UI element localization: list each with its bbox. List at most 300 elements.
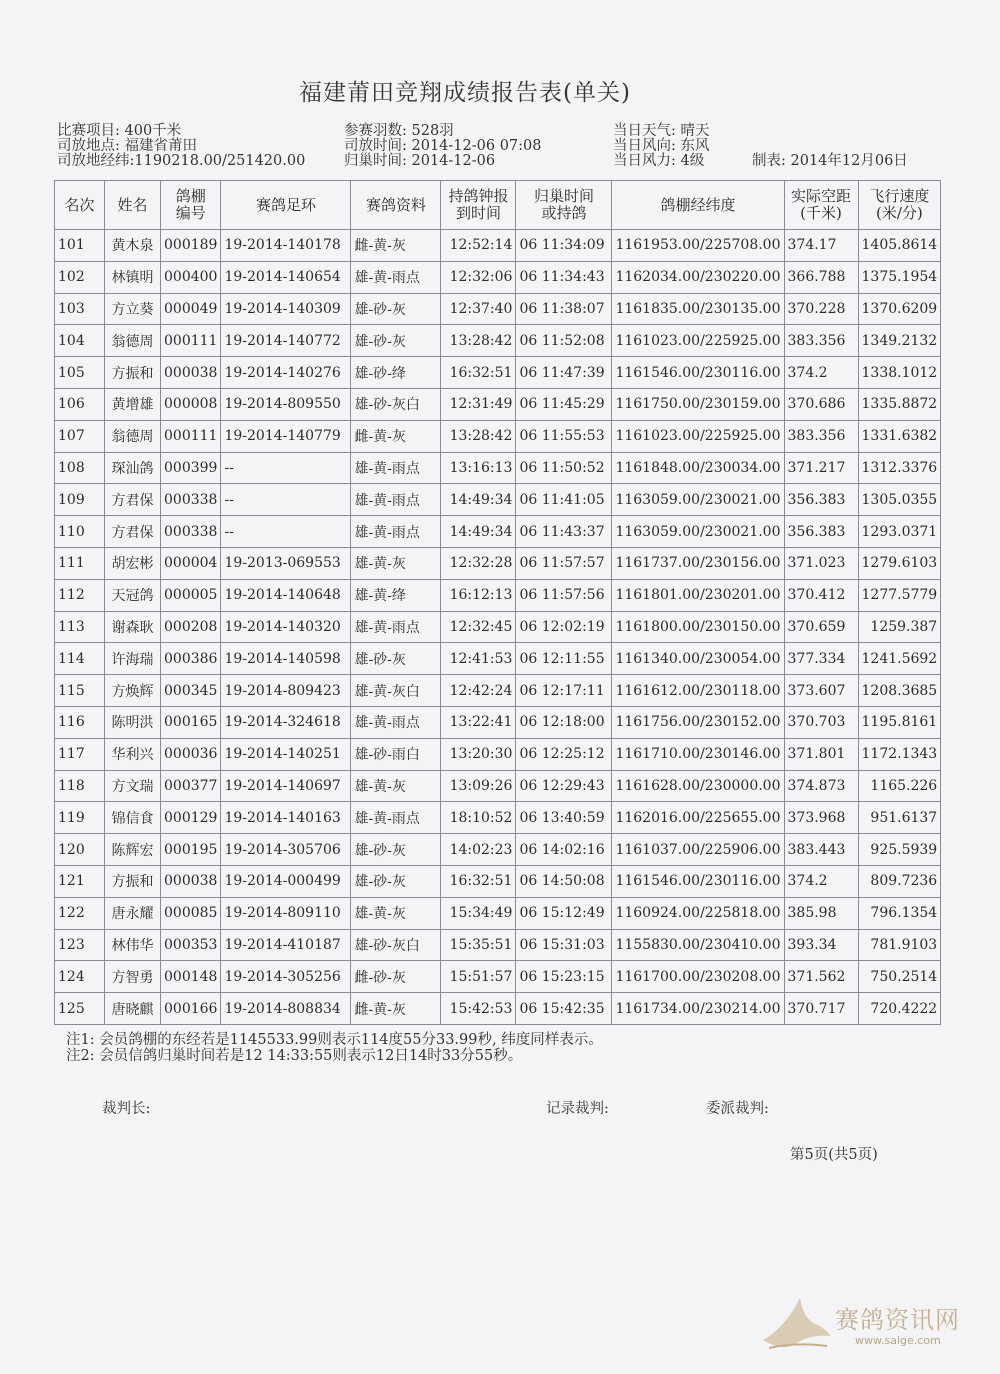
cell-rank: 108 (55, 452, 105, 484)
cell-bird: 雄-黄-绛 (351, 579, 441, 611)
cell-dist: 356.383 (784, 484, 858, 516)
cell-dist: 374.873 (784, 770, 858, 802)
cell-clock: 13:09:26 (441, 770, 516, 802)
cell-arrival: 06 11:34:09 (516, 230, 612, 262)
cell-coord: 1161700.00/230208.00 (612, 961, 784, 993)
cell-bird: 雄-砂-绛 (351, 357, 441, 389)
cell-name: 华利兴 (105, 738, 161, 770)
cell-coord: 1161340.00/230054.00 (612, 643, 784, 675)
cell-speed: 1331.6382 (858, 420, 941, 452)
cell-speed: 1279.6103 (858, 547, 941, 579)
cell-arrival: 06 11:52:08 (516, 325, 612, 357)
cell-speed: 1335.8872 (858, 388, 941, 420)
cell-clock: 13:22:41 (441, 706, 516, 738)
cell-speed: 1277.5779 (858, 579, 941, 611)
cell-speed: 1370.6209 (858, 293, 941, 325)
release-place-label: 司放地点: 福建省莆田 (57, 138, 197, 154)
cell-speed: 951.6137 (858, 802, 941, 834)
table-row (55, 420, 941, 452)
cell-ring: 19-2014-140251 (221, 738, 351, 770)
cell-clock: 14:49:34 (441, 516, 516, 548)
cell-name: 许海瑞 (105, 643, 161, 675)
cell-name: 方君保 (105, 484, 161, 516)
cell-arrival: 06 11:57:57 (516, 547, 612, 579)
cell-name: 谢森耿 (105, 611, 161, 643)
page-number: 第5页(共5页) (790, 1147, 878, 1163)
cell-name: 方立葵 (105, 293, 161, 325)
cell-rank: 121 (55, 865, 105, 897)
header-clock (441, 181, 516, 230)
cell-clock: 16:32:51 (441, 865, 516, 897)
cell-dist: 373.607 (784, 675, 858, 707)
table-row (55, 865, 941, 897)
cell-clock: 12:41:53 (441, 643, 516, 675)
cell-name: 方焕辉 (105, 675, 161, 707)
entries-label: 参赛羽数: 528羽 (344, 123, 454, 139)
cell-coord: 1160924.00/225818.00 (612, 897, 784, 929)
release-coord-label: 司放地经纬:1190218.00/251420.00 (57, 153, 306, 169)
cell-arrival: 06 11:41:05 (516, 484, 612, 516)
cell-arrival: 06 11:55:53 (516, 420, 612, 452)
cell-loft: 000345 (161, 675, 221, 707)
header-name: 姓名 (105, 181, 161, 230)
table-row (55, 993, 941, 1025)
cell-speed: 1241.5692 (858, 643, 941, 675)
cell-loft: 000399 (161, 452, 221, 484)
cell-speed: 720.4222 (858, 993, 941, 1025)
cell-ring: -- (221, 452, 351, 484)
cell-name: 琛汕鸽 (105, 452, 161, 484)
cell-bird: 雄-黄-雨点 (351, 802, 441, 834)
cell-loft: 000038 (161, 865, 221, 897)
cell-name: 方振和 (105, 357, 161, 389)
wind-force-label: 当日风力: 4级 (613, 153, 705, 169)
cell-arrival: 06 15:31:03 (516, 929, 612, 961)
table-row (55, 706, 941, 738)
table-row (55, 770, 941, 802)
cell-loft: 000165 (161, 706, 221, 738)
cell-loft: 000111 (161, 420, 221, 452)
cell-arrival: 06 14:50:08 (516, 865, 612, 897)
cell-clock: 15:51:57 (441, 961, 516, 993)
cell-speed: 1293.0371 (858, 516, 941, 548)
cell-dist: 374.2 (784, 357, 858, 389)
cell-bird: 雄-黄-雨点 (351, 516, 441, 548)
header-dist (784, 181, 858, 230)
cell-rank: 113 (55, 611, 105, 643)
cell-dist: 374.2 (784, 865, 858, 897)
chief-judge-label: 裁判长: (102, 1101, 151, 1117)
table-header-row (55, 181, 941, 230)
return-time-label: 归巢时间: 2014-12-06 (344, 153, 496, 169)
cell-loft: 000353 (161, 929, 221, 961)
cell-bird: 雄-砂-雨白 (351, 738, 441, 770)
cell-rank: 120 (55, 834, 105, 866)
table-row (55, 388, 941, 420)
cell-dist: 370.659 (784, 611, 858, 643)
cell-name: 唐永耀 (105, 897, 161, 929)
cell-dist: 371.562 (784, 961, 858, 993)
cell-name: 锦信食 (105, 802, 161, 834)
cell-ring: 19-2014-808834 (221, 993, 351, 1025)
cell-rank: 112 (55, 579, 105, 611)
footnote-1: 注1: 会员鸽棚的东经若是1145533.99则表示114度55分33.99秒, 纬度同样表示。 (66, 1032, 603, 1048)
cell-ring: 19-2014-140648 (221, 579, 351, 611)
cell-ring: 19-2014-000499 (221, 865, 351, 897)
cell-name: 黄增雄 (105, 388, 161, 420)
wind-direction-label: 当日风向: 东风 (613, 138, 710, 154)
cell-loft: 000036 (161, 738, 221, 770)
cell-clock: 12:32:06 (441, 261, 516, 293)
cell-ring: 19-2014-324618 (221, 706, 351, 738)
cell-dist: 383.356 (784, 420, 858, 452)
cell-rank: 111 (55, 547, 105, 579)
cell-dist: 370.703 (784, 706, 858, 738)
cell-rank: 115 (55, 675, 105, 707)
cell-coord: 1161710.00/230146.00 (612, 738, 784, 770)
cell-clock: 12:52:14 (441, 230, 516, 262)
cell-speed: 1305.0355 (858, 484, 941, 516)
cell-ring: 19-2014-140320 (221, 611, 351, 643)
cell-speed: 1338.1012 (858, 357, 941, 389)
cell-speed: 1259.387 (858, 611, 941, 643)
cell-arrival: 06 11:50:52 (516, 452, 612, 484)
cell-coord: 1163059.00/230021.00 (612, 516, 784, 548)
table-row (55, 738, 941, 770)
cell-arrival: 06 12:18:00 (516, 706, 612, 738)
cell-arrival: 06 12:02:19 (516, 611, 612, 643)
header-coord: 鸽棚经纬度 (612, 181, 784, 230)
header-speed (858, 181, 941, 230)
cell-clock: 12:37:40 (441, 293, 516, 325)
table-row (55, 834, 941, 866)
cell-bird: 雄-黄-雨点 (351, 484, 441, 516)
cell-dist: 371.217 (784, 452, 858, 484)
cell-loft: 000208 (161, 611, 221, 643)
cell-dist: 383.443 (784, 834, 858, 866)
cell-ring: 19-2014-140178 (221, 230, 351, 262)
cell-clock: 13:16:13 (441, 452, 516, 484)
cell-rank: 119 (55, 802, 105, 834)
cell-clock: 12:32:28 (441, 547, 516, 579)
cell-coord: 1161848.00/230034.00 (612, 452, 784, 484)
cell-name: 林镇明 (105, 261, 161, 293)
table-row (55, 261, 941, 293)
cell-rank: 124 (55, 961, 105, 993)
cell-bird: 雄-砂-灰 (351, 865, 441, 897)
cell-rank: 125 (55, 993, 105, 1025)
table-row (55, 547, 941, 579)
cell-bird: 雄-黄-灰 (351, 547, 441, 579)
cell-bird: 雄-黄-雨点 (351, 452, 441, 484)
header-clock-text: 持鸽钟报到时间 (448, 187, 509, 222)
cell-ring: -- (221, 484, 351, 516)
cell-coord: 1161737.00/230156.00 (612, 547, 784, 579)
cell-arrival: 06 11:38:07 (516, 293, 612, 325)
cell-bird: 雄-砂-灰白 (351, 388, 441, 420)
cell-ring: 19-2014-809423 (221, 675, 351, 707)
footnotes (66, 1032, 603, 1064)
cell-arrival: 06 11:43:37 (516, 516, 612, 548)
cell-arrival: 06 15:12:49 (516, 897, 612, 929)
cell-rank: 101 (55, 230, 105, 262)
cell-loft: 000400 (161, 261, 221, 293)
cell-ring: 19-2014-140772 (221, 325, 351, 357)
cell-bird: 雄-砂-灰 (351, 293, 441, 325)
pigeon-logo-icon (755, 1288, 835, 1358)
cell-clock: 12:31:49 (441, 388, 516, 420)
header-arrival-text: 归巢时间或持鸽 (533, 187, 594, 222)
table-row (55, 516, 941, 548)
report-title: 福建莆田竞翔成绩报告表(单关) (299, 80, 631, 106)
table-row (55, 802, 941, 834)
cell-dist: 383.356 (784, 325, 858, 357)
cell-name: 方文瑞 (105, 770, 161, 802)
cell-arrival: 06 11:45:29 (516, 388, 612, 420)
cell-bird: 雄-砂-灰 (351, 643, 441, 675)
cell-rank: 114 (55, 643, 105, 675)
cell-clock: 12:42:24 (441, 675, 516, 707)
race-info-right (613, 124, 710, 169)
cell-rank: 109 (55, 484, 105, 516)
cell-bird: 雄-砂-灰 (351, 834, 441, 866)
cell-bird: 雌-黄-灰 (351, 420, 441, 452)
cell-ring: 19-2014-140779 (221, 420, 351, 452)
cell-arrival: 06 11:57:56 (516, 579, 612, 611)
cell-speed: 1349.2132 (858, 325, 941, 357)
cell-speed: 1375.1954 (858, 261, 941, 293)
cell-coord: 1161835.00/230135.00 (612, 293, 784, 325)
cell-dist: 377.334 (784, 643, 858, 675)
cell-coord: 1161953.00/225708.00 (612, 230, 784, 262)
cell-ring: 19-2014-305706 (221, 834, 351, 866)
cell-coord: 1161800.00/230150.00 (612, 611, 784, 643)
footnote-2: 注2: 会员信鸽归巢时间若是12 14:33:55则表示12日14时33分55秒。 (66, 1048, 523, 1064)
cell-speed: 796.1354 (858, 897, 941, 929)
cell-speed: 781.9103 (858, 929, 941, 961)
table-row (55, 675, 941, 707)
cell-name: 黄木泉 (105, 230, 161, 262)
cell-coord: 1162016.00/225655.00 (612, 802, 784, 834)
cell-loft: 000004 (161, 547, 221, 579)
race-info-left (57, 124, 305, 169)
cell-coord: 1155830.00/230410.00 (612, 929, 784, 961)
cell-bird: 雄-黄-雨点 (351, 611, 441, 643)
cell-coord: 1161612.00/230118.00 (612, 675, 784, 707)
cell-coord: 1162034.00/230220.00 (612, 261, 784, 293)
cell-dist: 393.34 (784, 929, 858, 961)
cell-loft: 000038 (161, 357, 221, 389)
table-row (55, 325, 941, 357)
cell-name: 林伟华 (105, 929, 161, 961)
cell-clock: 16:32:51 (441, 357, 516, 389)
cell-coord: 1161037.00/225906.00 (612, 834, 784, 866)
cell-name: 唐晓麒 (105, 993, 161, 1025)
cell-loft: 000338 (161, 484, 221, 516)
site-watermark (755, 1288, 965, 1358)
cell-speed: 1208.3685 (858, 675, 941, 707)
cell-clock: 12:32:45 (441, 611, 516, 643)
cell-rank: 107 (55, 420, 105, 452)
cell-loft: 000129 (161, 802, 221, 834)
cell-coord: 1161628.00/230000.00 (612, 770, 784, 802)
table-row (55, 230, 941, 262)
cell-speed: 1165.226 (858, 770, 941, 802)
cell-name: 方智勇 (105, 961, 161, 993)
header-arrival (516, 181, 612, 230)
cell-clock: 13:28:42 (441, 420, 516, 452)
made-date-label: 制表: 2014年12月06日 (752, 153, 908, 169)
cell-rank: 102 (55, 261, 105, 293)
table-row (55, 484, 941, 516)
event-label: 比赛项目: 400千米 (57, 123, 182, 139)
cell-rank: 103 (55, 293, 105, 325)
cell-loft: 000189 (161, 230, 221, 262)
cell-ring: 19-2014-809110 (221, 897, 351, 929)
delegate-judge-label: 委派裁判: (706, 1101, 769, 1117)
cell-speed: 925.5939 (858, 834, 941, 866)
cell-clock: 13:28:42 (441, 325, 516, 357)
cell-dist: 373.968 (784, 802, 858, 834)
cell-loft: 000005 (161, 579, 221, 611)
header-loft-text: 鸽棚编号 (175, 187, 206, 222)
cell-speed: 750.2514 (858, 961, 941, 993)
header-speed-text: 飞行速度(米/分) (869, 187, 930, 222)
cell-coord: 1161546.00/230116.00 (612, 357, 784, 389)
cell-ring: 19-2013-069553 (221, 547, 351, 579)
cell-dist: 385.98 (784, 897, 858, 929)
cell-ring: 19-2014-410187 (221, 929, 351, 961)
cell-coord: 1161546.00/230116.00 (612, 865, 784, 897)
table-row (55, 357, 941, 389)
cell-arrival: 06 15:42:35 (516, 993, 612, 1025)
cell-ring: 19-2014-140697 (221, 770, 351, 802)
cell-arrival: 06 15:23:15 (516, 961, 612, 993)
cell-coord: 1161023.00/225925.00 (612, 325, 784, 357)
cell-dist: 370.717 (784, 993, 858, 1025)
cell-clock: 15:34:49 (441, 897, 516, 929)
cell-arrival: 06 12:11:55 (516, 643, 612, 675)
cell-coord: 1161756.00/230152.00 (612, 706, 784, 738)
cell-dist: 370.412 (784, 579, 858, 611)
cell-bird: 雄-黄-灰 (351, 897, 441, 929)
cell-dist: 366.788 (784, 261, 858, 293)
cell-dist: 370.686 (784, 388, 858, 420)
table-row (55, 293, 941, 325)
cell-ring: 19-2014-140309 (221, 293, 351, 325)
cell-coord: 1161750.00/230159.00 (612, 388, 784, 420)
cell-loft: 000338 (161, 516, 221, 548)
cell-arrival: 06 13:40:59 (516, 802, 612, 834)
cell-coord: 1161023.00/225925.00 (612, 420, 784, 452)
cell-dist: 374.17 (784, 230, 858, 262)
header-ring: 赛鸽足环 (221, 181, 351, 230)
cell-loft: 000195 (161, 834, 221, 866)
cell-bird: 雄-黄-灰 (351, 770, 441, 802)
cell-arrival: 06 12:17:11 (516, 675, 612, 707)
table-row (55, 579, 941, 611)
header-loft (161, 181, 221, 230)
table-row (55, 897, 941, 929)
cell-ring: 19-2014-809550 (221, 388, 351, 420)
cell-clock: 14:49:34 (441, 484, 516, 516)
cell-loft: 000111 (161, 325, 221, 357)
cell-bird: 雄-黄-雨点 (351, 706, 441, 738)
cell-loft: 000148 (161, 961, 221, 993)
cell-clock: 14:02:23 (441, 834, 516, 866)
cell-clock: 15:35:51 (441, 929, 516, 961)
cell-clock: 16:12:13 (441, 579, 516, 611)
recorder-judge-label: 记录裁判: (546, 1101, 609, 1117)
cell-name: 方振和 (105, 865, 161, 897)
cell-speed: 1312.3376 (858, 452, 941, 484)
cell-rank: 110 (55, 516, 105, 548)
weather-label: 当日天气: 晴天 (613, 123, 710, 139)
race-info-middle (344, 124, 542, 169)
cell-rank: 105 (55, 357, 105, 389)
cell-bird: 雌-黄-灰 (351, 230, 441, 262)
cell-rank: 118 (55, 770, 105, 802)
cell-bird: 雌-砂-灰 (351, 961, 441, 993)
cell-bird: 雌-黄-灰 (351, 993, 441, 1025)
cell-coord: 1163059.00/230021.00 (612, 484, 784, 516)
cell-dist: 370.228 (784, 293, 858, 325)
table-row (55, 929, 941, 961)
header-bird: 赛鸽资料 (351, 181, 441, 230)
cell-rank: 123 (55, 929, 105, 961)
cell-clock: 13:20:30 (441, 738, 516, 770)
table-row (55, 452, 941, 484)
cell-arrival: 06 11:47:39 (516, 357, 612, 389)
cell-clock: 18:10:52 (441, 802, 516, 834)
cell-ring: 19-2014-140163 (221, 802, 351, 834)
cell-arrival: 06 12:29:43 (516, 770, 612, 802)
results-table (54, 180, 941, 1025)
cell-name: 陈明洪 (105, 706, 161, 738)
cell-ring: -- (221, 516, 351, 548)
header-rank: 名次 (55, 181, 105, 230)
cell-rank: 122 (55, 897, 105, 929)
cell-speed: 1405.8614 (858, 230, 941, 262)
cell-name: 陈辉宏 (105, 834, 161, 866)
cell-dist: 356.383 (784, 516, 858, 548)
cell-arrival: 06 12:25:12 (516, 738, 612, 770)
cell-name: 翁德周 (105, 325, 161, 357)
cell-loft: 000386 (161, 643, 221, 675)
header-dist-text: 实际空距(千米) (790, 187, 851, 222)
cell-ring: 19-2014-140598 (221, 643, 351, 675)
cell-bird: 雄-砂-灰白 (351, 929, 441, 961)
cell-speed: 1172.1343 (858, 738, 941, 770)
cell-speed: 809.7236 (858, 865, 941, 897)
cell-bird: 雄-砂-灰 (351, 325, 441, 357)
table-row (55, 961, 941, 993)
cell-name: 翁德周 (105, 420, 161, 452)
cell-coord: 1161801.00/230201.00 (612, 579, 784, 611)
table-row (55, 611, 941, 643)
cell-arrival: 06 11:34:43 (516, 261, 612, 293)
cell-arrival: 06 14:02:16 (516, 834, 612, 866)
cell-speed: 1195.8161 (858, 706, 941, 738)
cell-rank: 116 (55, 706, 105, 738)
cell-bird: 雄-黄-雨点 (351, 261, 441, 293)
cell-rank: 106 (55, 388, 105, 420)
cell-rank: 117 (55, 738, 105, 770)
cell-rank: 104 (55, 325, 105, 357)
cell-name: 天冠鸽 (105, 579, 161, 611)
cell-bird: 雄-黄-灰白 (351, 675, 441, 707)
cell-clock: 15:42:53 (441, 993, 516, 1025)
